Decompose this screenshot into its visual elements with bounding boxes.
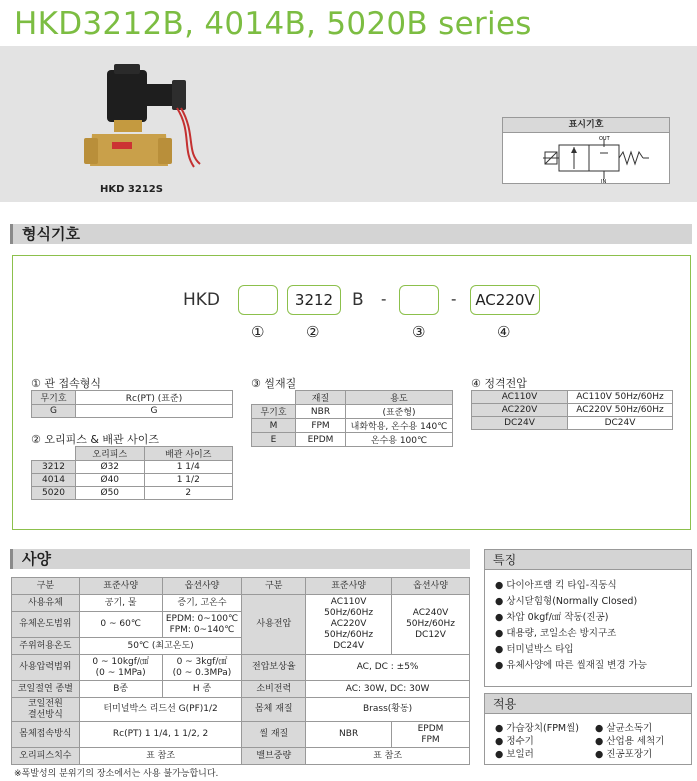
list-item: ● 다이아프램 킥 타입-직동식 xyxy=(495,580,617,591)
table-row: 4014 Ø40 1 1/2 xyxy=(32,474,233,487)
symbol-out-label: OUT xyxy=(599,136,610,142)
valve-symbol-icon xyxy=(503,133,669,183)
footnote: ※폭발성의 분위기의 장소에서는 사용 불가능합니다. xyxy=(14,769,219,779)
list-item: ● 정수기 xyxy=(495,736,534,747)
features-title: 특징 xyxy=(485,550,691,570)
table-row: AC220V AC220V 50Hz/60Hz xyxy=(472,404,673,417)
table-row: M FPM 내화학용, 온수용 140℃ xyxy=(252,419,453,433)
table-row: AC110V AC110V 50Hz/60Hz xyxy=(472,391,673,404)
table-row: 3212 Ø32 1 1/4 xyxy=(32,461,233,474)
features-box xyxy=(484,549,692,687)
table-row: 몸체접속방식 Rc(PT) 1 1/4, 1 1/2, 2 씰 재질 NBR EPDM FPM xyxy=(12,722,470,748)
table-row: 구분 표준사양 옵션사양 구분 표준사양 옵션사양 xyxy=(12,578,470,595)
list-item: ● 가습장치(FPM씰) xyxy=(495,723,579,734)
t3-table xyxy=(251,390,453,447)
list-item: ● 진공포장기 xyxy=(595,749,653,760)
spec-section-title: 사양 xyxy=(10,549,470,569)
model-code-section-title: 형식기호 xyxy=(10,224,692,244)
page-title: HKD3212B, 4014B, 5020B series xyxy=(14,6,532,42)
table-row: 코일전원 결선방식 터미널박스 리드선 G(PF)1/2 몸체 재질 Brass(황동) xyxy=(12,698,470,722)
t2-table xyxy=(31,446,233,500)
list-item: ● 보일러 xyxy=(495,749,534,760)
table-row: 코일절연 종별 B종 H 종 소비전력 AC: 30W, DC: 30W xyxy=(12,681,470,698)
table-row: 주위허용온도 50℃ (최고온도) xyxy=(12,638,470,655)
model-num-1: ① xyxy=(251,323,265,341)
list-item: ● 유체사양에 따른 씰재질 변경 가능 xyxy=(495,660,647,671)
t2-title: ② 오리피스 & 배관 사이즈 xyxy=(31,433,160,446)
t1-title: ① 관 접속형식 xyxy=(31,377,101,390)
table-row: 무기호 Rc(PT) (표준) xyxy=(32,391,233,405)
list-item: ● 산업용 세척기 xyxy=(595,736,665,747)
table-row: 재질 용도 xyxy=(252,391,453,405)
t3-title: ③ 씰재질 xyxy=(251,377,297,390)
list-item: ● 대용량, 코일소손 방지구조 xyxy=(495,628,617,639)
model-dash-2: - xyxy=(451,290,457,308)
list-item: ● 살균소독기 xyxy=(595,723,653,734)
model-slot-3 xyxy=(399,285,439,315)
symbol-heading: 표시기호 xyxy=(503,118,669,133)
table-row: 무기호 NBR (표준형) xyxy=(252,405,453,419)
photo-caption: HKD 3212S xyxy=(100,184,163,195)
spec-table xyxy=(11,577,470,765)
table-row: 사용유체 공기, 물 증기, 고온수 사용전압 AC110V 50Hz/60Hz AC220V 50Hz/60Hz DC24V AC240V 50Hz/60Hz DC12V xyxy=(12,595,470,612)
model-slot-4: AC220V xyxy=(470,285,540,315)
solenoid-valve-image xyxy=(82,62,212,180)
model-prefix: HKD xyxy=(183,290,221,310)
symbol-in-label: IN xyxy=(601,179,607,183)
model-slot-2: 3212 xyxy=(287,285,341,315)
model-num-3: ③ xyxy=(412,323,426,341)
model-dash-1: - xyxy=(381,290,387,308)
table-row: 사용압력범위 0 ~ 10kgf/㎠ (0 ~ 1MPa) 0 ~ 3kgf/㎠ (0 ~ 0.3MPa) 전압보상율 AC, DC : ±5% xyxy=(12,655,470,681)
applications-box xyxy=(484,693,692,765)
t4-table xyxy=(471,390,673,430)
t4-title: ④ 정격전압 xyxy=(471,377,527,390)
model-num-2: ② xyxy=(306,323,320,341)
model-series-letter: B xyxy=(352,290,364,310)
table-row: E EPDM 온수용 100℃ xyxy=(252,433,453,447)
table-row: 오리피스 배관 사이즈 xyxy=(32,447,233,461)
list-item: ● 상시닫힘형(Normally Closed) xyxy=(495,596,638,607)
table-row: 5020 Ø50 2 xyxy=(32,487,233,500)
model-num-4: ④ xyxy=(497,323,511,341)
applications-title: 적용 xyxy=(485,694,691,714)
valve-symbol-box xyxy=(502,117,670,184)
t1-table xyxy=(31,390,233,418)
table-row: 오리피스치수 표 참조 밸브중량 표 참조 xyxy=(12,748,470,765)
list-item: ● 차압 0kgf/㎠ 작동(진공) xyxy=(495,612,609,623)
table-row: G G xyxy=(32,405,233,418)
model-slot-1 xyxy=(238,285,278,315)
table-row: DC24V DC24V xyxy=(472,417,673,430)
list-item: ● 터미널박스 타입 xyxy=(495,644,574,655)
table-row: 유체온도범위 0 ~ 60℃ EPDM: 0~100℃ FPM: 0~140℃ xyxy=(12,612,470,638)
